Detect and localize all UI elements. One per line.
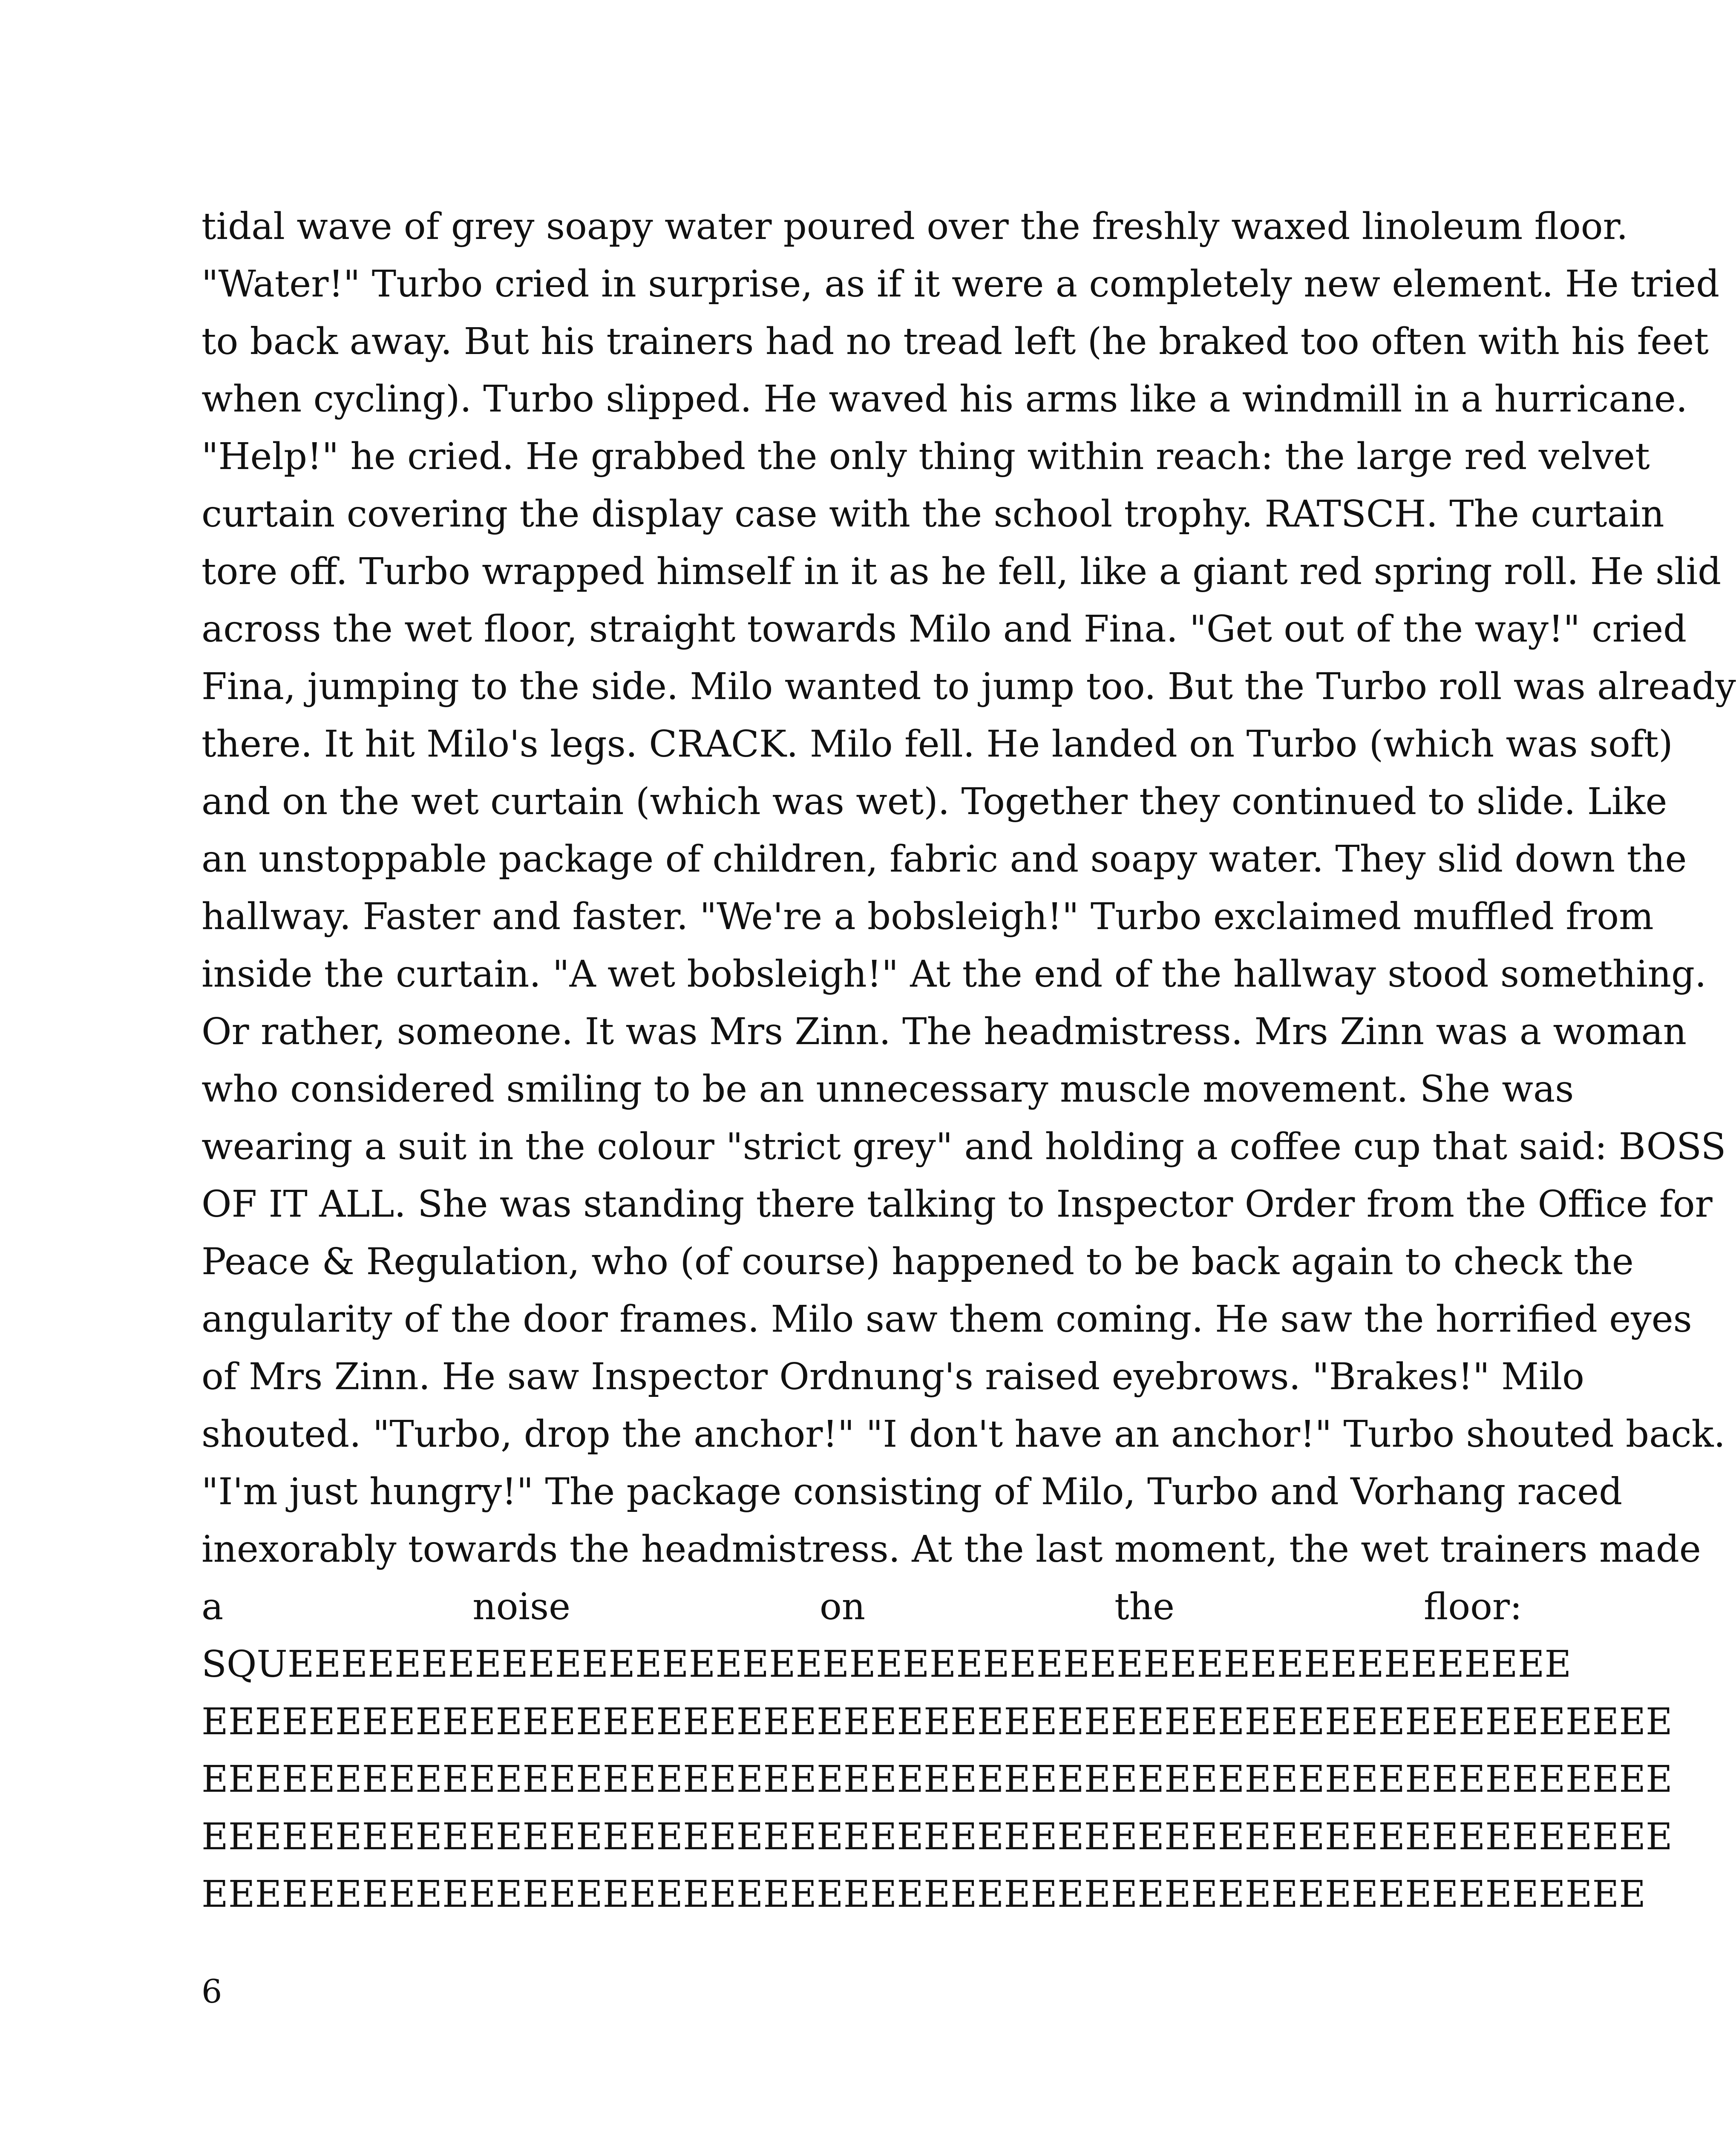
text-line: "I'm just hungry!" The package consisting of Milo, Turbo and Vorhang raced <box>202 1471 1623 1513</box>
text-line: a noise on the floor: <box>202 1586 1522 1628</box>
text-line: tore off. Turbo wrapped himself in it as he fell, like a giant red spring roll. He slid <box>202 550 1722 593</box>
text-line: wearing a suit in the colour "strict grey" and holding a coffee cup that said: BOSS <box>202 1125 1726 1168</box>
text-line: OF IT ALL. She was standing there talking to Inspector Order from the Office for <box>202 1183 1713 1226</box>
text-line: angularity of the door frames. Milo saw them coming. He saw the horrified eyes <box>202 1298 1692 1341</box>
text-line: who considered smiling to be an unnecessary muscle movement. She was <box>202 1068 1574 1111</box>
text-line: inside the curtain. "A wet bobsleigh!" At the end of the hallway stood something. <box>202 953 1707 996</box>
text-line: Or rather, someone. It was Mrs Zinn. The headmistress. Mrs Zinn was a woman <box>202 1010 1687 1053</box>
text-line: and on the wet curtain (which was wet). Together they continued to slide. Like <box>202 780 1667 823</box>
text-line: "Help!" he cried. He grabbed the only thing within reach: the large red velvet <box>202 435 1650 478</box>
text-line: tidal wave of grey soapy water poured over the freshly waxed linoleum floor. <box>202 205 1628 248</box>
text-line: shouted. "Turbo, drop the anchor!" "I don't have an anchor!" Turbo shouted back. <box>202 1413 1725 1456</box>
text-line: EEEEEEEEEEEEEEEEEEEEEEEEEEEEEEEEEEEEEEEEEEEEEEEEEEEEEEE <box>202 1816 1673 1858</box>
text-line: "Water!" Turbo cried in surprise, as if it were a completely new element. He tried <box>202 263 1720 305</box>
text-line: EEEEEEEEEEEEEEEEEEEEEEEEEEEEEEEEEEEEEEEEEEEEEEEEEEEEEEE <box>202 1701 1673 1743</box>
text-line: to back away. But his trainers had no tread left (he braked too often with his feet <box>202 320 1709 363</box>
text-line: of Mrs Zinn. He saw Inspector Ordnung's raised eyebrows. "Brakes!" Milo <box>202 1356 1584 1398</box>
text-line: SQUEEEEEEEEEEEEEEEEEEEEEEEEEEEEEEEEEEEEEEEEEEEEEEEE <box>202 1643 1572 1686</box>
text-line: across the wet floor, straight towards Milo and Fina. "Get out of the way!" cried <box>202 608 1687 651</box>
text-line: curtain covering the display case with the school trophy. RATSCH. The curtain <box>202 493 1664 535</box>
text-line: hallway. Faster and faster. "We're a bobsleigh!" Turbo exclaimed muffled from <box>202 895 1654 938</box>
text-line: EEEEEEEEEEEEEEEEEEEEEEEEEEEEEEEEEEEEEEEEEEEEEEEEEEEEEEE <box>202 1758 1673 1801</box>
text-line: Peace & Regulation, who (of course) happened to be back again to check the <box>202 1241 1634 1283</box>
text-line: an unstoppable package of children, fabric and soapy water. They slid down the <box>202 838 1687 881</box>
page-number: 6 <box>202 1972 222 2010</box>
text-line: EEEEEEEEEEEEEEEEEEEEEEEEEEEEEEEEEEEEEEEEEEEEEEEEEEEEEE <box>202 1873 1646 1916</box>
text-line: inexorably towards the headmistress. At the last moment, the wet trainers made <box>202 1528 1701 1571</box>
text-line: when cycling). Turbo slipped. He waved his arms like a windmill in a hurricane. <box>202 378 1688 420</box>
text-line: there. It hit Milo's legs. CRACK. Milo fell. He landed on Turbo (which was soft) <box>202 723 1673 766</box>
text-line: Fina, jumping to the side. Milo wanted to jump too. But the Turbo roll was already <box>202 665 1736 708</box>
body-text <box>202 198 1736 1923</box>
